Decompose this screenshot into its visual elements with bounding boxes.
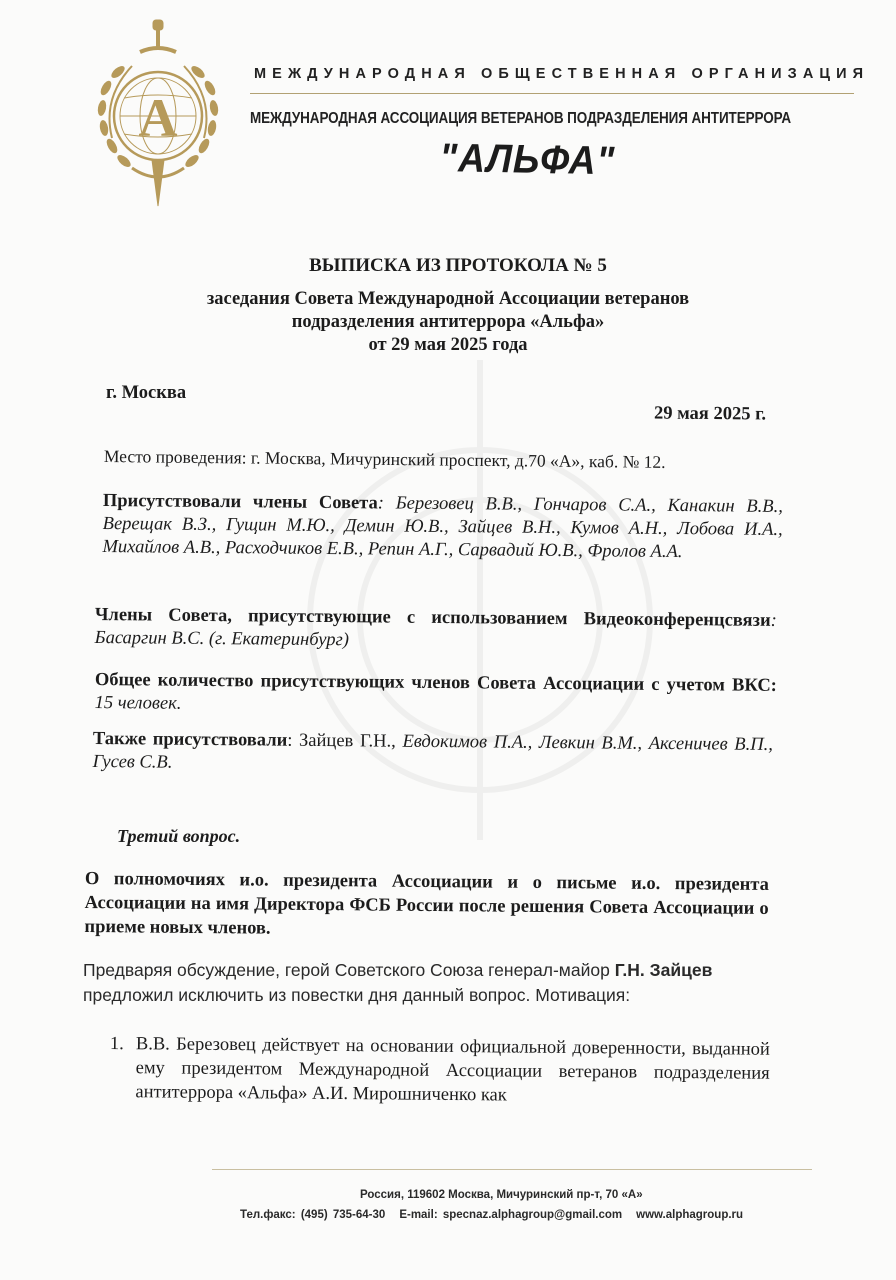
footer-website: www.alphagroup.ru — [636, 1209, 744, 1221]
org-short-name: "АЛЬФА" — [439, 136, 616, 184]
members-list: : Березовец В.В., Гончаров С.А., Канакин В.В., Верещак В.З., Гущин М.Ю., Демин Ю.В., Зайцев В.Н., Кумов А.Н., Лобова И.А., Михайлов А.В., Расходчиков Е.В., Репин А.Г., Сарвадий Ю.В., Фролов А.А. — [102, 493, 783, 563]
question-topic: О полномочиях и.о. президента Ассоциации и о письме и.о. президента Ассоциации на имя Директора ФСБ России после решения Совета Ассоциации о приеме новых членов. — [84, 868, 769, 939]
question-intro — [83, 958, 769, 1008]
also-plain: : Зайцев Г.Н., — [287, 730, 403, 752]
svg-text:А: А — [138, 88, 178, 148]
members-label: Присутствовали члены Совета — [102, 490, 378, 514]
intro-text-end: предложил исключить из повестки дня данный вопрос. Мотивация: — [83, 985, 631, 1005]
meeting-city: г. Москва — [106, 383, 187, 403]
meeting-venue: Место проведения: г. Москва, Мичуринский проспект, д.70 «А», каб. № 12. — [103, 446, 666, 472]
vks-members-paragraph — [95, 604, 777, 656]
vks-label: Члены Совета, присутствующие с использованием Видеоконференцсвязи — [94, 604, 771, 631]
footer-rule — [212, 1169, 812, 1170]
total-value: 15 человек. — [94, 692, 182, 714]
org-full-name: МЕЖДУНАРОДНАЯ АССОЦИАЦИЯ ВЕТЕРАНОВ ПОДРАЗДЕЛЕНИЯ АНТИТЕРРОРА — [250, 110, 792, 127]
alfa-emblem-logo — [92, 18, 224, 208]
document-subtitle — [0, 288, 896, 357]
letterhead-rule — [250, 93, 854, 94]
subtitle-line: от 29 мая 2025 года — [368, 335, 528, 355]
footer-address: Россия, 119602 Москва, Мичуринский пр-т, 70 «А» — [360, 1189, 643, 1201]
question-heading: Третий вопрос. — [117, 826, 241, 846]
document-title: ВЫПИСКА ИЗ ПРОТОКОЛА № 5 — [309, 255, 607, 276]
also-list: Евдокимов П.А., Левкин В.М., Аксеничев В.П., Гусев С.В. — [92, 731, 773, 773]
meeting-date: 29 мая 2025 г. — [653, 403, 767, 425]
intro-speaker: Г.Н. Зайцев — [614, 960, 713, 980]
watermark-seal — [280, 340, 680, 860]
org-type-heading: МЕЖДУНАРОДНАЯ ОБЩЕСТВЕННАЯ ОРГАНИЗАЦИЯ — [254, 66, 870, 82]
total-label: Общее количество присутствующих членов Совета Ассоциации с учетом ВКС: — [94, 669, 777, 696]
list-item-text: В.В. Березовец действует на основании официальной доверенности, выданной ему президентом Международной Ассоциации ветеранов подразделения антитеррора «Альфа» А.И. Мирошниченко как — [135, 1034, 770, 1106]
list-item-number: 1. — [109, 1033, 124, 1055]
subtitle-line: подразделения антитеррора «Альфа» — [291, 312, 605, 332]
subtitle-line: заседания Совета Международной Ассоциации ветеранов — [206, 289, 690, 309]
footer-email: E-mail: specnaz.alphagroup@gmail.com — [399, 1209, 623, 1221]
footer-phone: Тел.факс: (495) 735-64-30 — [240, 1209, 386, 1221]
footer-contacts — [240, 1209, 800, 1221]
attending-members-paragraph — [102, 490, 783, 565]
also-label: Также присутствовали — [92, 728, 288, 751]
total-attendance-paragraph — [95, 669, 777, 721]
also-present-paragraph — [93, 728, 773, 780]
list-item — [109, 1032, 770, 1110]
vks-list: : Басаргин В.С. (г. Екатеринбург) — [94, 610, 777, 651]
intro-text: Предваряя обсуждение, герой Советского Союза генерал-майор — [83, 960, 615, 980]
